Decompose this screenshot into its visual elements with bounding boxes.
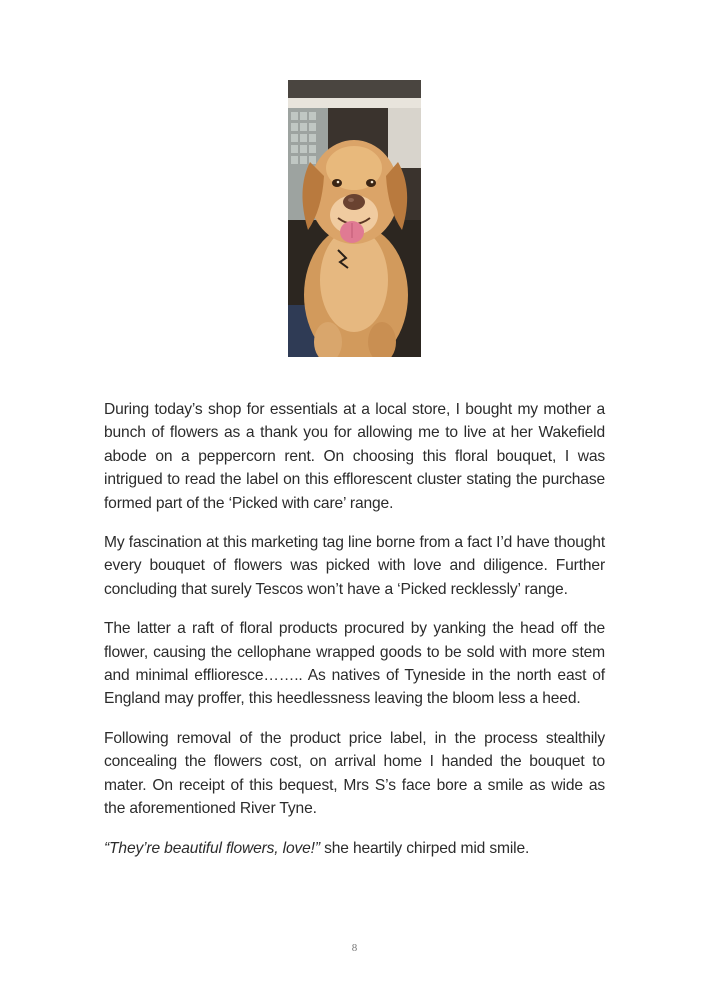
quoted-speech: “They’re beautiful flowers, love!” — [104, 839, 320, 857]
page-number: 8 — [351, 942, 358, 954]
paragraph-3: The latter a raft of floral products procured by yanking the head off the flower, causing the cellophane wrapped goods to be sold with more stem and minimal efflioresce…….. As natives of Tyneside in the north east of England may proffer, this heedlessness leaving the bloom less a heed. — [104, 620, 605, 708]
article-body — [104, 398, 605, 876]
paragraph-2: My fascination at this marketing tag line borne from a fact I’d have thought every bouquet of flowers was picked with love and diligence. Further concluding that surely Tescos won’t have a ‘Picked recklessly’ range. — [104, 534, 605, 598]
dog-image — [288, 80, 421, 357]
paragraph-1: During today’s shop for essentials at a local store, I bought my mother a bunch of flowers as a thank you for allowing me to live at her Wakefield abode on a peppercorn rent. On choosing this floral bouquet, I was intrigued to read the label on this efflorescent cluster stating the purchase formed part of the ‘Picked with care’ range. — [104, 401, 605, 512]
dog-photo — [288, 80, 421, 357]
paragraph-5 — [104, 837, 605, 860]
paragraph-4: Following removal of the product price label, in the process stealthily concealing the flowers cost, on arrival home I handed the bouquet to mater. On receipt of this bequest, Mrs S’s face bore a smile as wide as the aforementioned River Tyne. — [104, 729, 605, 818]
paragraph-5-rest: she heartily chirped mid smile. — [319, 839, 530, 857]
